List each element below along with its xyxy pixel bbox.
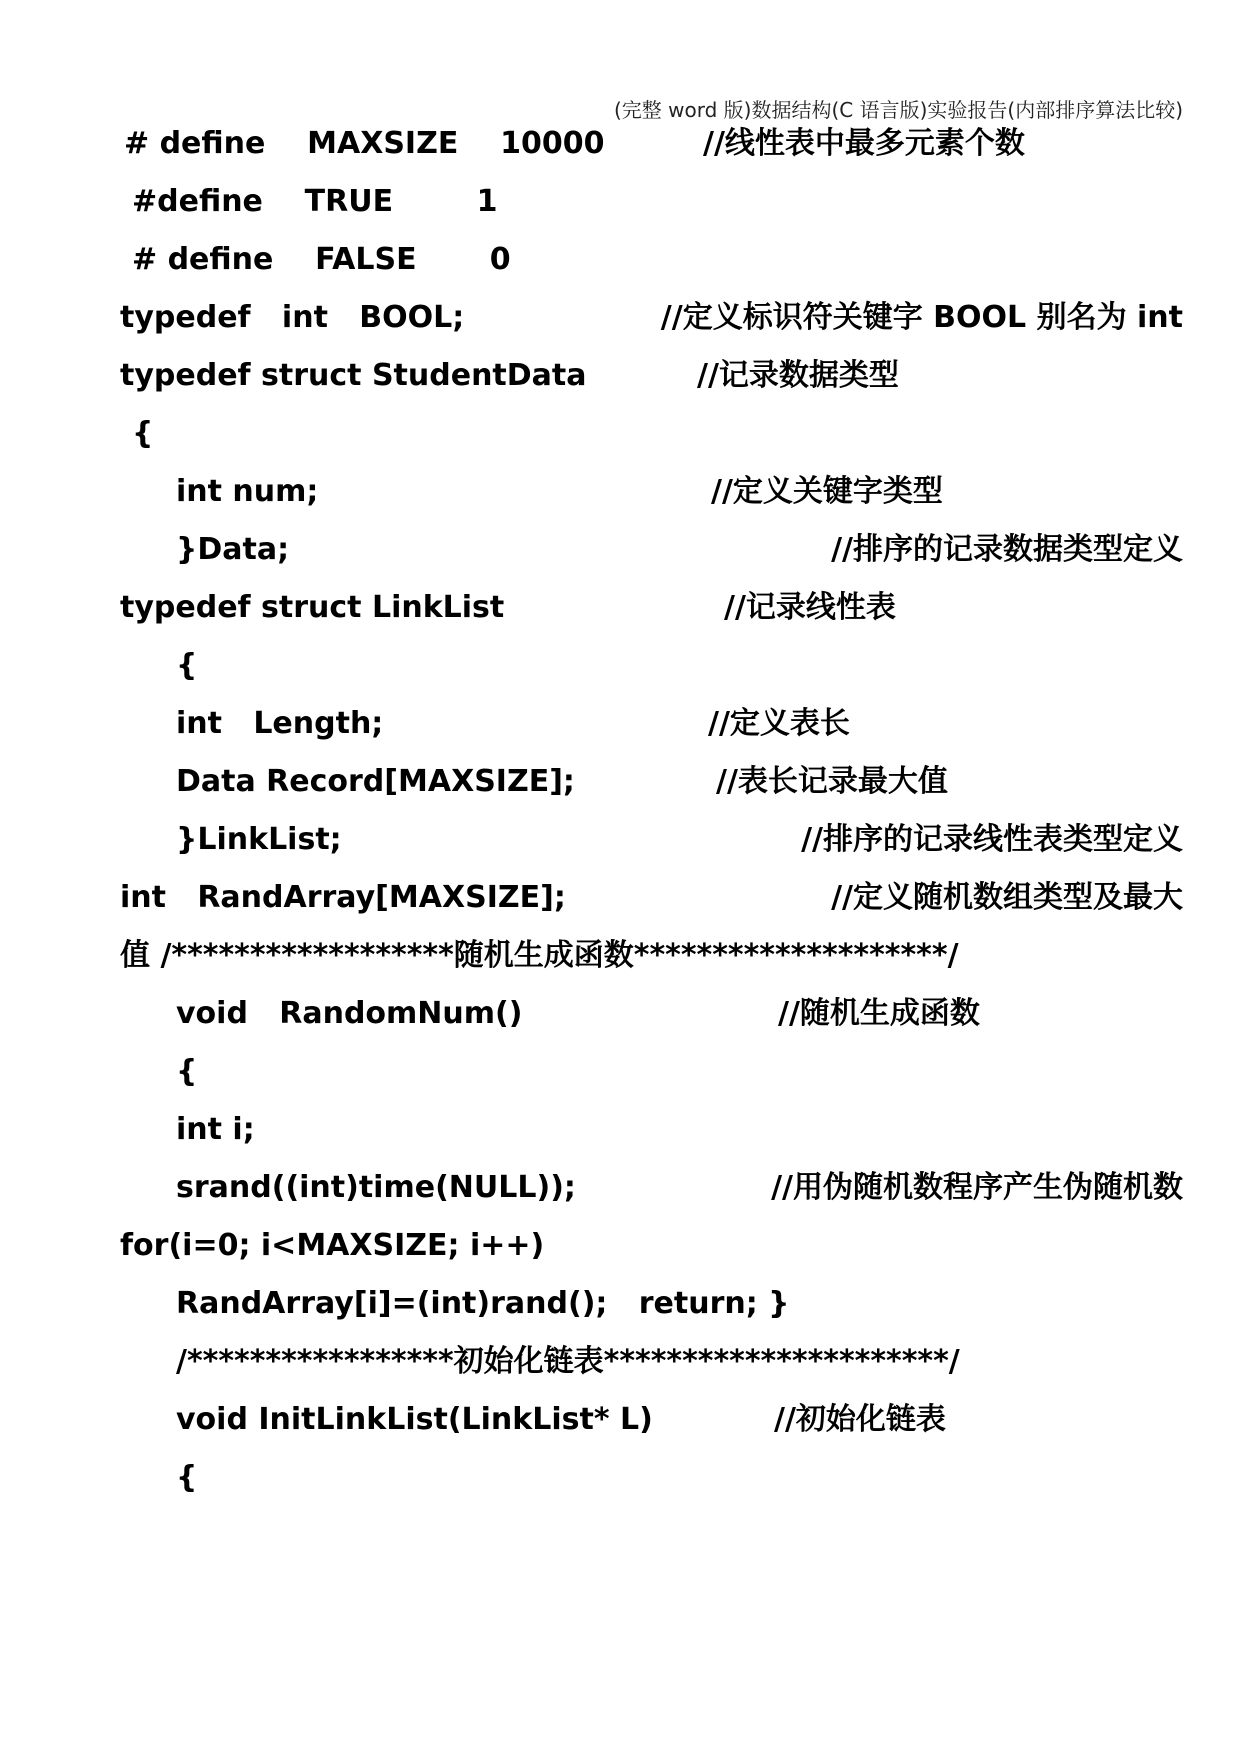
code-text: # define MAXSIZE 10000: [124, 126, 605, 161]
code-comment: //用伪随机数程序产生伪随机数: [771, 1170, 1183, 1205]
code-comment: //排序的记录线性表类型定义: [801, 822, 1183, 857]
code-line: [0, 414, 1241, 454]
code-text: #define TRUE 1: [132, 184, 498, 219]
code-text: {: [176, 648, 198, 683]
code-text: int Length;: [176, 706, 384, 741]
code-text: /*****************初始化链表**********************/: [176, 1344, 960, 1379]
code-comment: //定义关键字类型: [711, 474, 943, 509]
code-comment: //初始化链表: [774, 1402, 946, 1437]
code-line: [0, 1458, 1241, 1498]
code-line: [0, 1342, 1241, 1382]
code-text: typedef struct StudentData: [120, 358, 587, 393]
code-text: # define FALSE 0: [132, 242, 511, 277]
code-comment: //线性表中最多元素个数: [703, 126, 1025, 161]
code-line: [0, 1226, 1241, 1266]
code-line: [0, 1400, 1241, 1440]
code-comment: //随机生成函数: [778, 996, 980, 1031]
code-text: Data Record[MAXSIZE];: [176, 764, 575, 799]
code-line: [0, 1284, 1241, 1324]
code-comment: //记录数据类型: [697, 358, 899, 393]
code-comment: //排序的记录数据类型定义: [831, 532, 1183, 567]
code-text: typedef int BOOL;: [120, 300, 465, 335]
code-text: for(i=0; i<MAXSIZE; i++): [120, 1228, 545, 1263]
code-comment: //定义标识符关键字 BOOL 别名为 int: [660, 300, 1183, 335]
code-comment: //表长记录最大值: [716, 764, 948, 799]
page-header: (完整 word 版)数据结构(C 语言版)实验报告(内部排序算法比较): [613, 98, 1183, 122]
code-text: {: [132, 416, 154, 451]
code-line: [0, 298, 1241, 338]
code-line: [0, 704, 1241, 744]
code-line: [0, 182, 1241, 222]
code-line: [0, 1052, 1241, 1092]
code-text: 值 /******************随机生成函数********************/: [120, 938, 959, 973]
code-line: [0, 762, 1241, 802]
code-line: [0, 878, 1241, 918]
code-line: [0, 356, 1241, 396]
code-line: [0, 1168, 1241, 1208]
code-line: [0, 646, 1241, 686]
code-line: [0, 240, 1241, 280]
code-line: [0, 936, 1241, 976]
code-line: [0, 472, 1241, 512]
code-text: {: [176, 1460, 198, 1495]
code-text: srand((int)time(NULL));: [176, 1170, 576, 1205]
code-line: [0, 530, 1241, 570]
code-text: }LinkList;: [176, 822, 342, 857]
code-text: typedef struct LinkList: [120, 590, 505, 625]
code-text: int i;: [176, 1112, 255, 1147]
code-comment: //定义随机数组类型及最大: [831, 880, 1183, 915]
code-text: int RandArray[MAXSIZE];: [120, 880, 566, 915]
code-text: void RandomNum(): [176, 996, 523, 1031]
code-text: int num;: [176, 474, 319, 509]
code-comment: //记录线性表: [724, 590, 896, 625]
code-line: [0, 124, 1241, 164]
code-line: [0, 1110, 1241, 1150]
code-line: [0, 588, 1241, 628]
code-comment: //定义表长: [708, 706, 850, 741]
code-text: RandArray[i]=(int)rand(); return; }: [176, 1286, 790, 1321]
code-text: }Data;: [176, 532, 290, 567]
code-text: {: [176, 1054, 198, 1089]
code-line: [0, 994, 1241, 1034]
code-text: void InitLinkList(LinkList* L): [176, 1402, 653, 1437]
code-line: [0, 820, 1241, 860]
